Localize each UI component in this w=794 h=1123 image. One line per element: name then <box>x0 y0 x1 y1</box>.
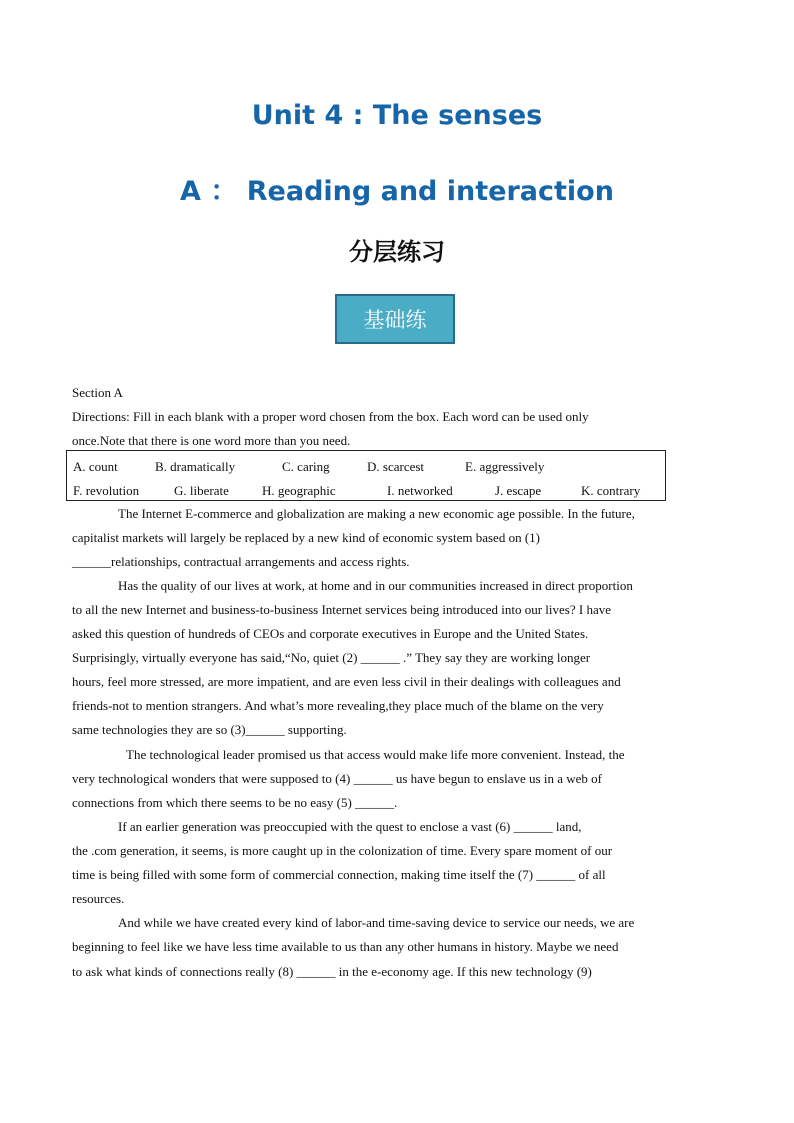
word-option: H. geographic <box>262 483 336 498</box>
word-option: I. networked <box>387 483 453 498</box>
passage-line: Has the quality of our lives at work, at home and in our communities increased in direct proportion <box>118 578 633 593</box>
passage-line: resources. <box>72 891 125 906</box>
passage-line: connections from which there seems to be no easy (5) ______. <box>72 795 398 810</box>
passage-line: The Internet E-commerce and globalization are making a new economic age possible. In the future, <box>118 506 635 521</box>
passage-line: hours, feel more stressed, are more impatient, and are even less civil in their dealings with colleagues and <box>72 674 621 689</box>
passage-line: time is being filled with some form of commercial connection, making time itself the (7) ______ of all <box>72 867 606 882</box>
word-option: G. liberate <box>174 483 229 498</box>
page-subtitle: 分层练习 <box>349 238 445 266</box>
passage-line: to ask what kinds of connections really (8) ______ in the e-economy age. If this new technology (9) <box>72 964 592 979</box>
passage-line: to all the new Internet and business-to-business Internet services being introduced into our lives? I have <box>72 602 611 617</box>
word-option: B. dramatically <box>155 459 236 474</box>
lesson-title: A ： Reading and interaction <box>180 176 614 207</box>
section-label: Section A <box>72 385 123 400</box>
unit-title: Unit 4 : The senses <box>251 100 543 131</box>
word-box <box>66 450 666 501</box>
passage-line: ______relationships, contractual arrangements and access rights. <box>72 554 410 569</box>
passage-line: asked this question of hundreds of CEOs and corporate executives in Europe and the United States. <box>72 626 589 641</box>
passage-line: The technological leader promised us that access would make life more convenient. Instead, the <box>126 747 625 762</box>
passage-line: very technological wonders that were supposed to (4) ______ us have begun to enslave us in a web of <box>72 771 602 786</box>
word-option: C. caring <box>282 459 330 474</box>
passage-line: beginning to feel like we have less time available to us than any other humans in history. Maybe we need <box>72 939 619 954</box>
passage-line: capitalist markets will largely be replaced by a new kind of economic system based on (1) <box>72 530 540 545</box>
level-badge: 基础练 <box>335 294 455 344</box>
word-option: D. scarcest <box>367 459 425 474</box>
word-option: E. aggressively <box>465 459 545 474</box>
word-option: J. escape <box>495 483 542 498</box>
passage-line: If an earlier generation was preoccupied with the quest to enclose a vast (6) ______ land, <box>118 819 582 834</box>
word-option: F. revolution <box>73 483 140 498</box>
word-option: A. count <box>73 459 118 474</box>
word-option: K. contrary <box>581 483 641 498</box>
passage-line: same technologies they are so (3)______ supporting. <box>72 722 347 737</box>
passage-line: Surprisingly, virtually everyone has said,“No, quiet (2) ______ .” They say they are working longer <box>72 650 591 665</box>
passage-line: the .com generation, it seems, is more caught up in the colonization of time. Every spare moment of our <box>72 843 613 858</box>
directions-line-2: once.Note that there is one word more than you need. <box>72 433 351 448</box>
passage-line: friends-not to mention strangers. And what’s more revealing,they place much of the blame on the very <box>72 698 604 713</box>
passage-line: And while we have created every kind of labor-and time-saving device to service our needs, we are <box>118 915 635 930</box>
directions-line-1: Directions: Fill in each blank with a proper word chosen from the box. Each word can be used only <box>72 409 589 424</box>
